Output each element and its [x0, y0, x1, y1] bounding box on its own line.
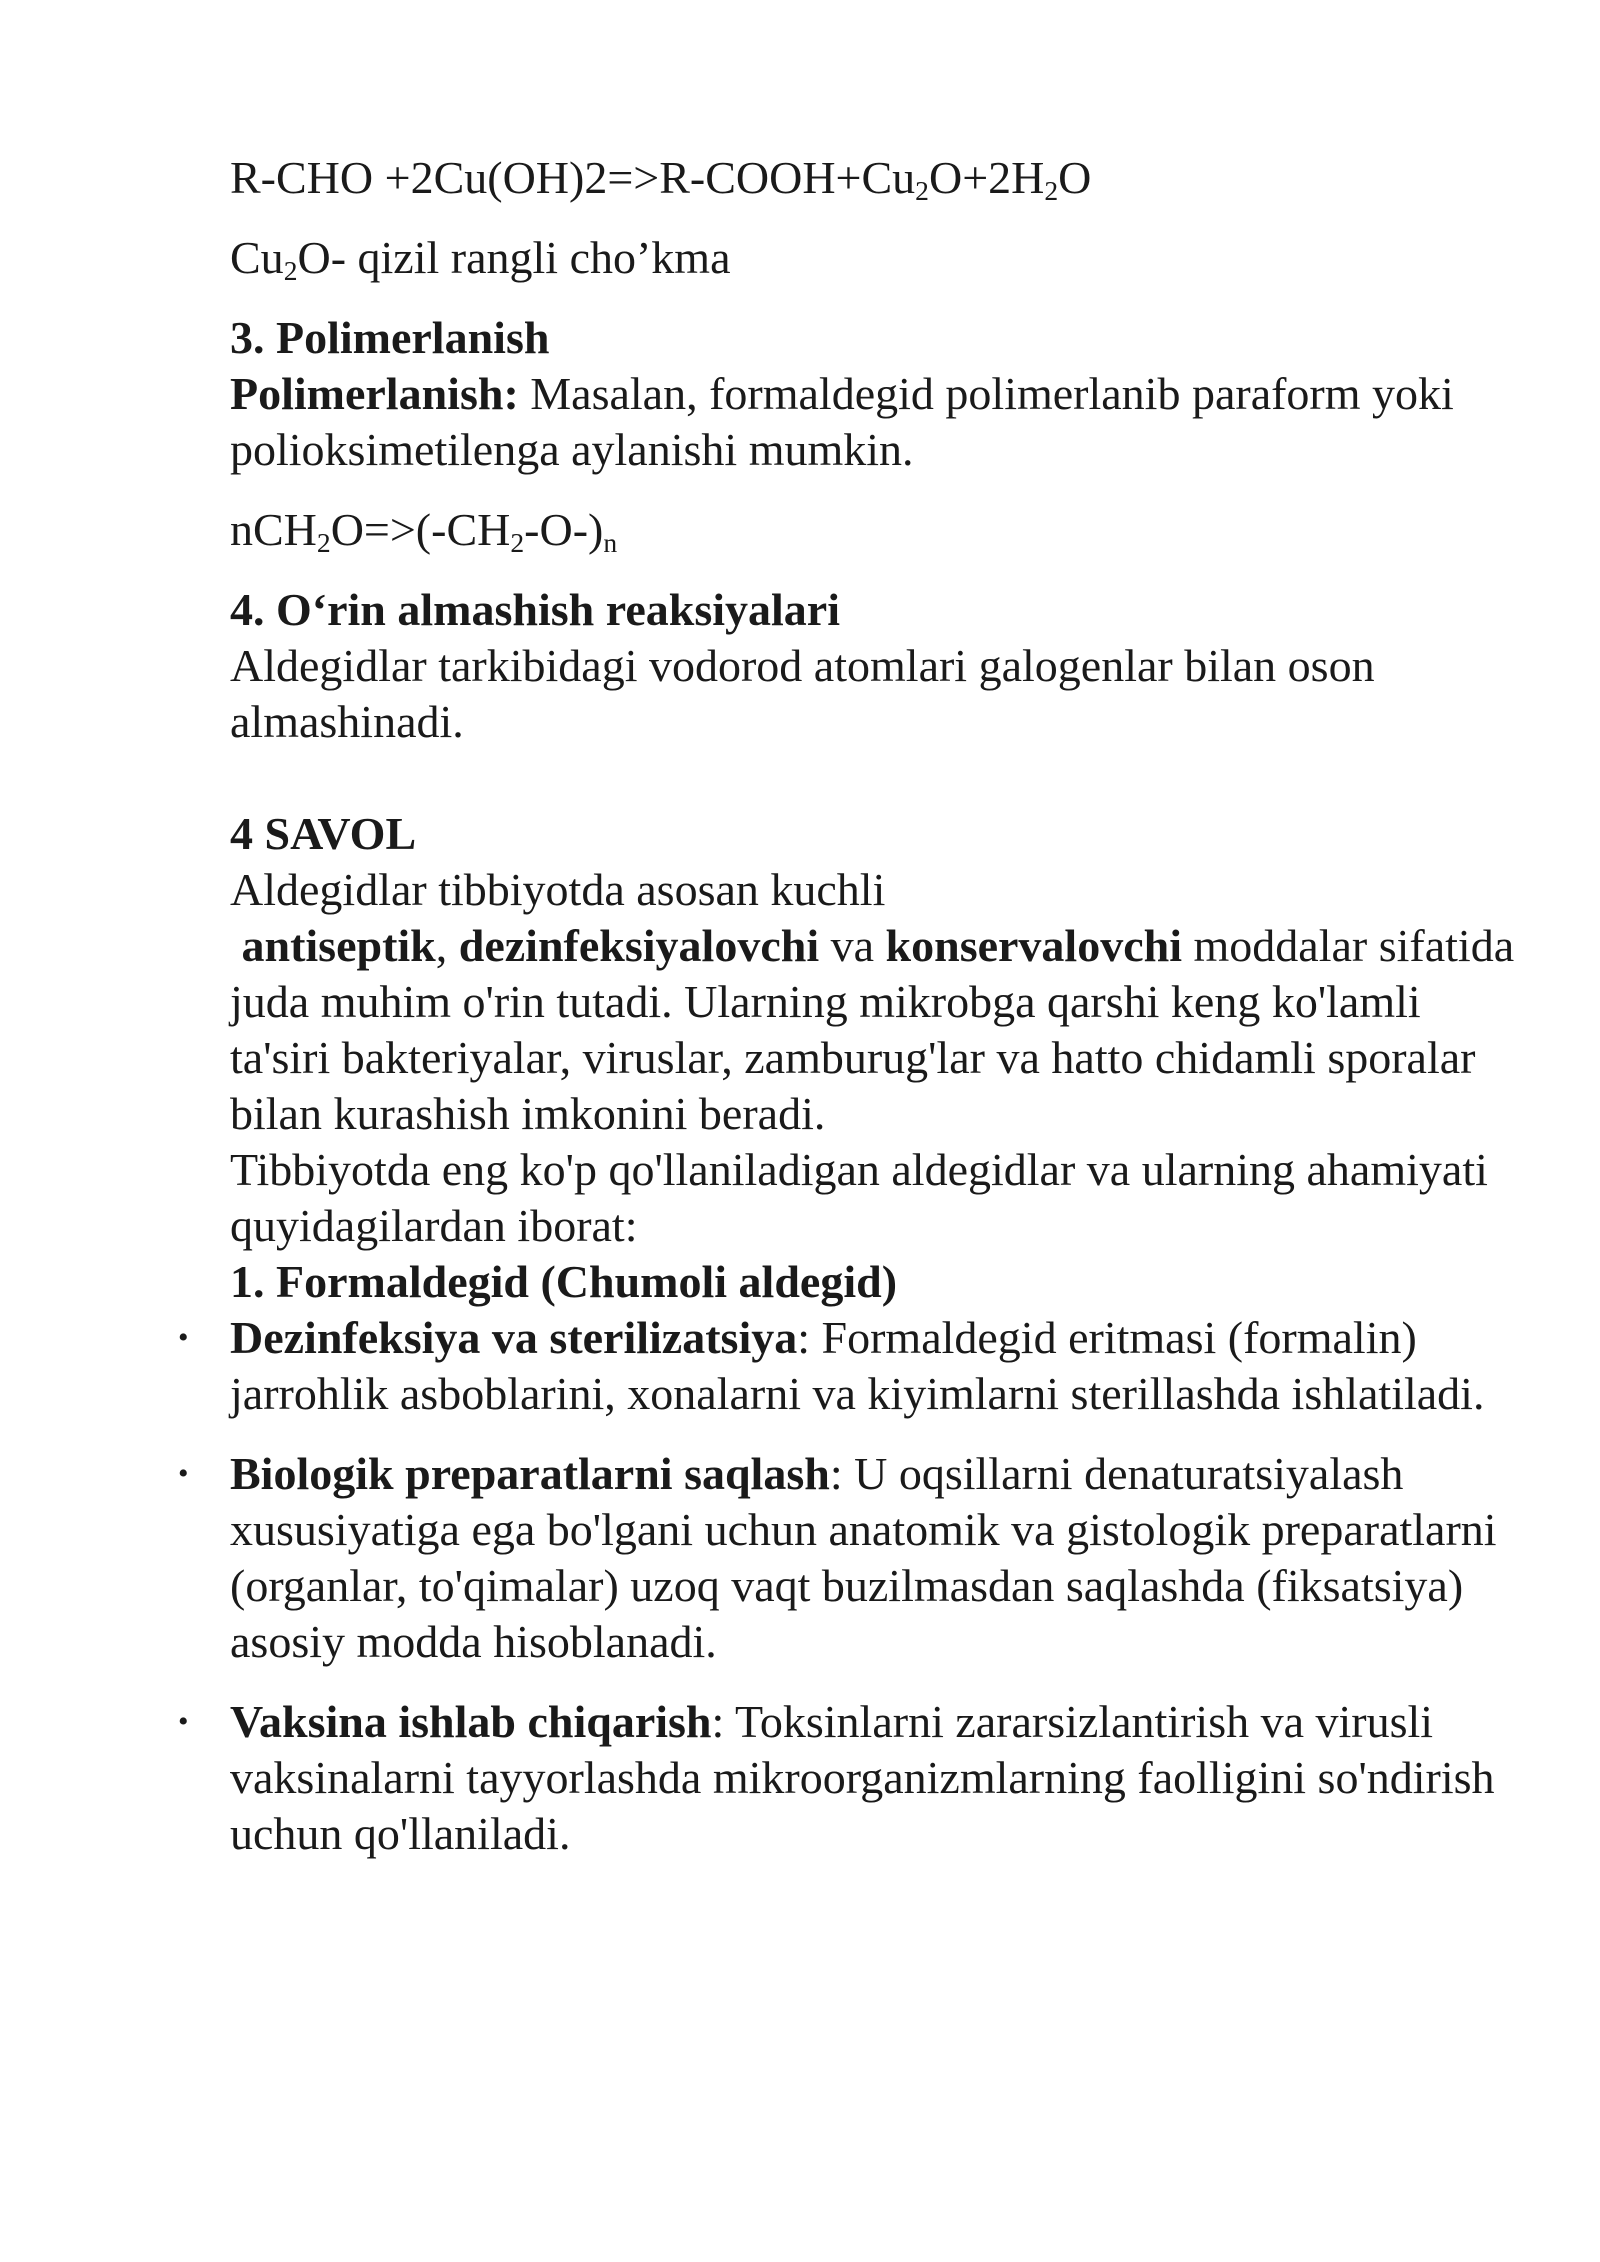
formaldehyde-subheading: 1. Formaldegid (Chumoli aldegid): [230, 1256, 898, 1307]
section-heading-substitution: 4. O‘rin almashish reaksiyalari: [230, 584, 840, 635]
question-paragraph: [230, 918, 1530, 1142]
list-item-title: Dezinfeksiya va sterilizatsiya: [230, 1312, 798, 1363]
subscript: 2: [1044, 174, 1059, 206]
bullet-icon: •: [178, 1457, 189, 1490]
question-intro-line: Aldegidlar tibbiyotda asosan kuchli: [230, 864, 886, 915]
separator: ,: [435, 920, 459, 971]
equation-part: Cu: [230, 232, 284, 283]
paragraph-text: moddalar sifatida juda muhim o'rin tutadi. Ularning mikrobga qarshi keng ko'lamli ta'siri bakteriyalar, viruslar, zamburug'lar va hatto chidamli sporalar bilan kurashish imkonini beradi.: [230, 920, 1515, 1139]
keyword-antiseptic: antiseptik: [241, 920, 436, 971]
paragraph-text: Masalan, formaldegid polimerlanib paraform yoki polioksimetilenga aylanishi mumkin.: [230, 368, 1454, 475]
keyword-disinfecting: dezinfeksiyalovchi: [458, 920, 820, 971]
list-item-text: : Formaldegid eritmasi (formalin) jarrohlik asboblarini, xonalarni va kiyimlarni sterillashda ishlatiladi.: [230, 1312, 1485, 1419]
list-item: [178, 1446, 1530, 1670]
subscript: n: [603, 526, 618, 558]
subscript: 2: [510, 526, 525, 558]
document-page: [178, 150, 1530, 1886]
bullet-icon: •: [178, 1705, 189, 1738]
polymerization-paragraph: [230, 366, 1530, 478]
question-paragraph-2: Tibbiyotda eng ko'p qo'llaniladigan aldegidlar va ularning ahamiyati quyidagilardan iborat:: [230, 1144, 1488, 1251]
equation-part: O+2H: [928, 152, 1045, 203]
list-item-text: : Toksinlarni zararsizlantirish va virusli vaksinalarni tayyorlashda mikroorganizmlarning faolligini so'ndirish uchun qo'llaniladi.: [230, 1696, 1495, 1859]
list-item: [178, 1694, 1530, 1862]
equation-part: O- qizil rangli cho’kma: [297, 232, 731, 283]
list-item: [178, 1310, 1530, 1422]
equation-polymerization: [230, 502, 1530, 558]
question-heading: 4 SAVOL: [230, 808, 417, 859]
equation-copper-hydroxide: [230, 150, 1530, 206]
equation-part: -O-): [524, 504, 604, 555]
equation-part: O: [1058, 152, 1092, 203]
list-item-text: : U oqsillarni denaturatsiyalash xususiyatiga ega bo'lgani uchun anatomik va gistologik preparatlarni (organlar, to'qimalar) uzoq vaqt buzilmasdan saqlashda (fiksatsiya) asosiy modda hisoblanadi.: [230, 1448, 1497, 1667]
subscript: 2: [316, 526, 331, 558]
precipitate-note: [230, 230, 1530, 286]
separator: va: [819, 920, 886, 971]
section-heading-polymerization: 3. Polimerlanish: [230, 312, 550, 363]
substitution-paragraph: Aldegidlar tarkibidagi vodorod atomlari galogenlar bilan oson almashinadi.: [230, 640, 1375, 747]
subscript: 2: [283, 254, 298, 286]
subscript: 2: [915, 174, 929, 206]
keyword-preserving: konservalovchi: [885, 920, 1182, 971]
equation-part: O=>(-CH: [330, 504, 511, 555]
equation-part: nCH: [230, 504, 317, 555]
uses-list: [178, 1310, 1530, 1862]
paragraph-lead: Polimerlanish:: [230, 368, 519, 419]
equation-part: R-CHO +2Cu(OH)2=>R-COOH+Cu: [230, 152, 916, 203]
bullet-icon: •: [178, 1321, 189, 1354]
list-item-title: Vaksina ishlab chiqarish: [230, 1696, 712, 1747]
list-item-title: Biologik preparatlarni saqlash: [230, 1448, 830, 1499]
spacer: [230, 750, 1530, 806]
